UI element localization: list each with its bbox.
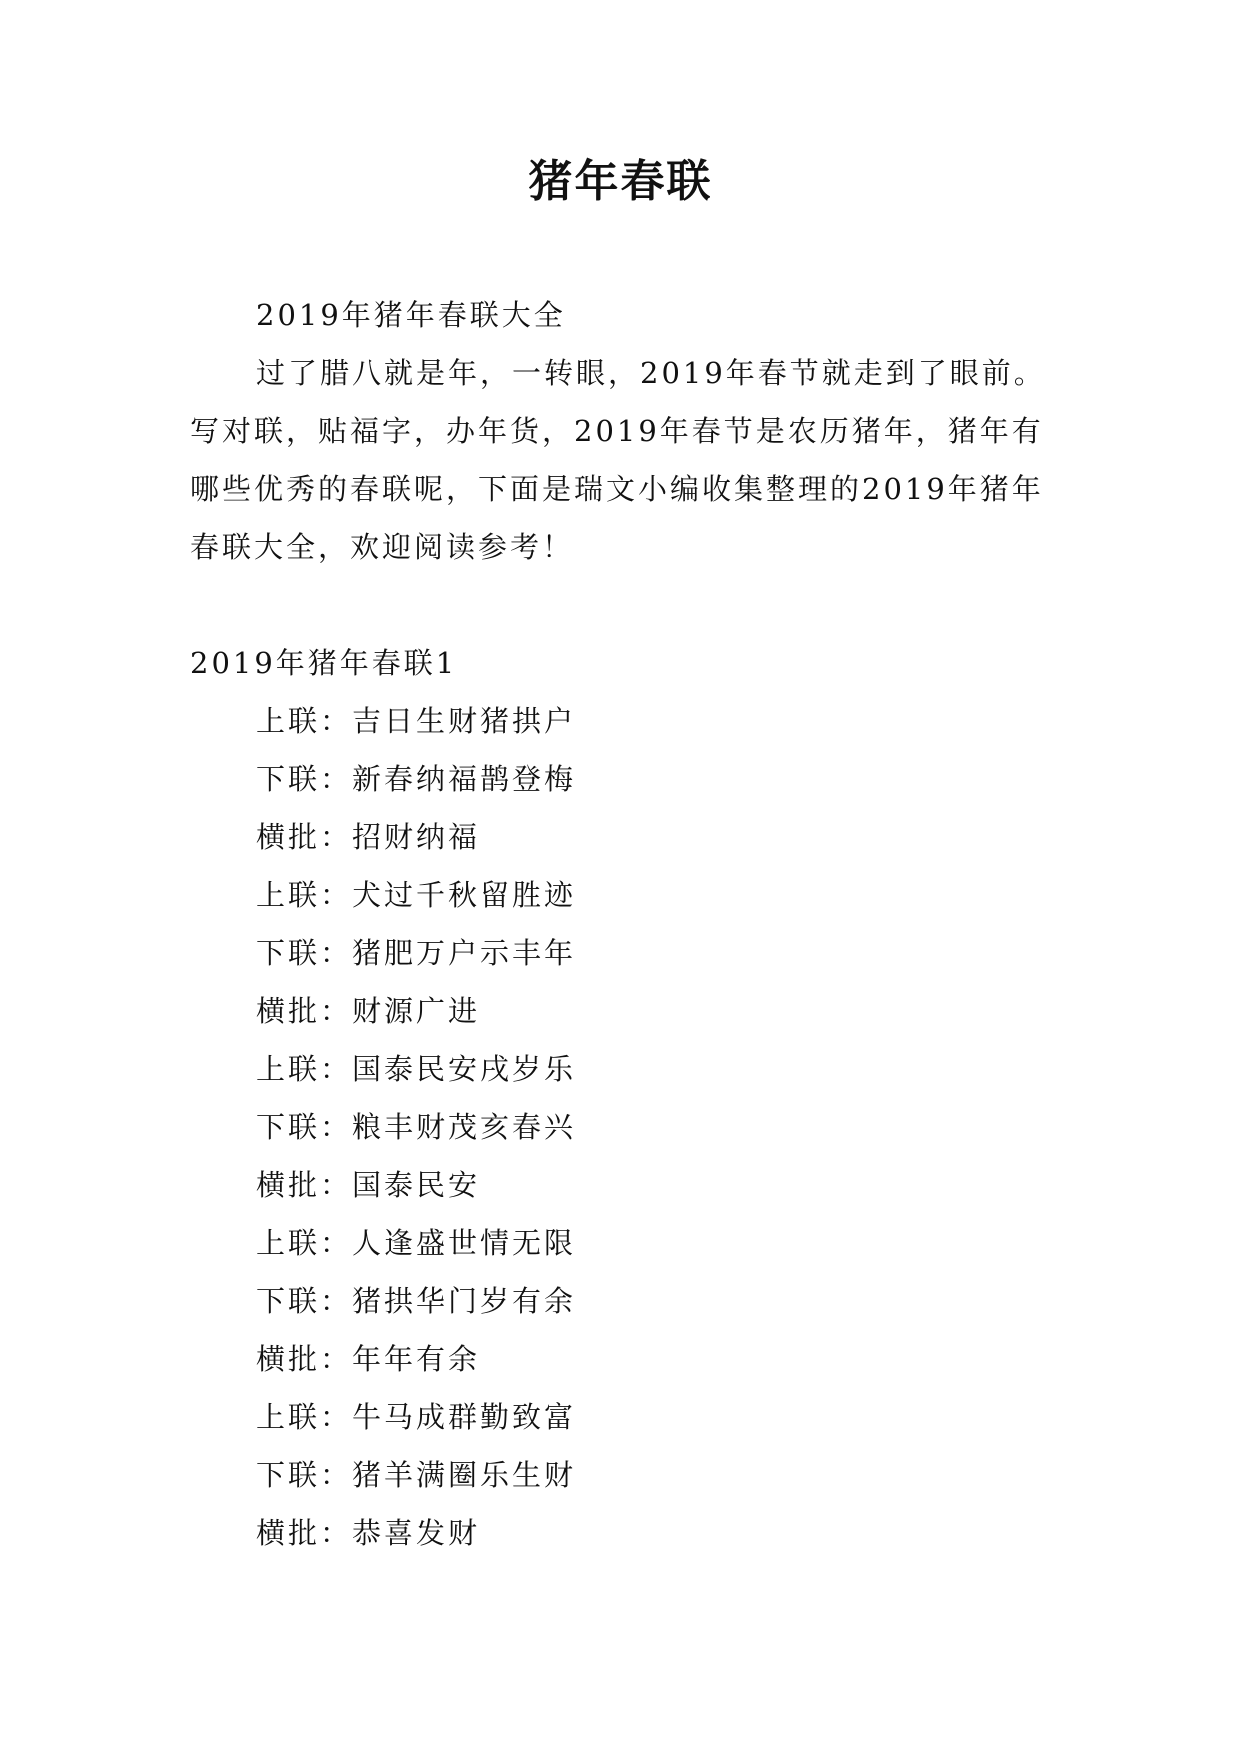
couplet-label: 横批： xyxy=(256,1516,353,1550)
couplet-label: 下联： xyxy=(256,1458,353,1492)
couplet-text: 牛马成群勤致富 xyxy=(352,1400,577,1434)
couplet-label: 横批： xyxy=(256,1168,353,1202)
couplet-line xyxy=(190,808,1070,866)
document-title: 猪年春联 xyxy=(528,156,713,207)
couplet-text: 国泰民安戌岁乐 xyxy=(352,1052,577,1086)
couplet-line xyxy=(190,1330,1070,1388)
couplet-label: 下联： xyxy=(256,1110,353,1144)
couplet-label: 上联： xyxy=(256,1052,353,1086)
couplet-label: 下联： xyxy=(256,1284,353,1318)
couplet-text: 年年有余 xyxy=(352,1342,481,1376)
couplet-line xyxy=(190,1388,1070,1446)
couplet-label: 下联： xyxy=(256,762,353,796)
couplet-line xyxy=(190,982,1070,1040)
paragraph-spacer xyxy=(190,576,1070,634)
couplet-text: 新春纳福鹊登梅 xyxy=(352,762,577,796)
couplet-text: 恭喜发财 xyxy=(352,1516,481,1550)
couplet-label: 横批： xyxy=(256,1342,353,1376)
couplet-line xyxy=(190,1156,1070,1214)
couplet-line xyxy=(190,1040,1070,1098)
couplet-line xyxy=(190,1272,1070,1330)
section-title: 2019年猪年春联1 xyxy=(190,646,458,680)
couplet-text: 犬过千秋留胜迹 xyxy=(352,878,577,912)
couplet-line xyxy=(190,692,1070,750)
couplet-line xyxy=(190,1504,1070,1562)
couplet-label: 横批： xyxy=(256,820,353,854)
couplet-text: 人逢盛世情无限 xyxy=(352,1226,577,1260)
couplet-line xyxy=(190,1446,1070,1504)
couplet-label: 上联： xyxy=(256,1226,353,1260)
couplet-text: 招财纳福 xyxy=(352,820,481,854)
couplet-text: 吉日生财猪拱户 xyxy=(352,704,577,738)
couplet-list xyxy=(190,692,1070,1562)
couplet-text: 财源广进 xyxy=(352,994,481,1028)
document-body xyxy=(190,286,1070,1562)
couplet-text: 国泰民安 xyxy=(352,1168,481,1202)
couplet-label: 上联： xyxy=(256,704,353,738)
couplet-text: 猪肥万户示丰年 xyxy=(352,936,577,970)
couplet-line xyxy=(190,1214,1070,1272)
couplet-label: 横批： xyxy=(256,994,353,1028)
couplet-line xyxy=(190,1098,1070,1156)
couplet-line xyxy=(190,866,1070,924)
couplet-text: 猪拱华门岁有余 xyxy=(352,1284,577,1318)
couplet-text: 猪羊满圈乐生财 xyxy=(352,1458,577,1492)
intro-paragraph: 过了腊八就是年，一转眼，2019年春节就走到了眼前。写对联，贴福字，办年货，2019年春节是农历猪年，猪年有哪些优秀的春联呢，下面是瑞文小编收集整理的2019年猪年春联大全，欢迎阅读参考！ xyxy=(190,356,1046,564)
couplet-line xyxy=(190,924,1070,982)
intro-heading: 2019年猪年春联大全 xyxy=(256,298,566,332)
couplet-label: 下联： xyxy=(256,936,353,970)
couplet-line xyxy=(190,750,1070,808)
couplet-label: 上联： xyxy=(256,1400,353,1434)
couplet-text: 粮丰财茂亥春兴 xyxy=(352,1110,577,1144)
couplet-label: 上联： xyxy=(256,878,353,912)
